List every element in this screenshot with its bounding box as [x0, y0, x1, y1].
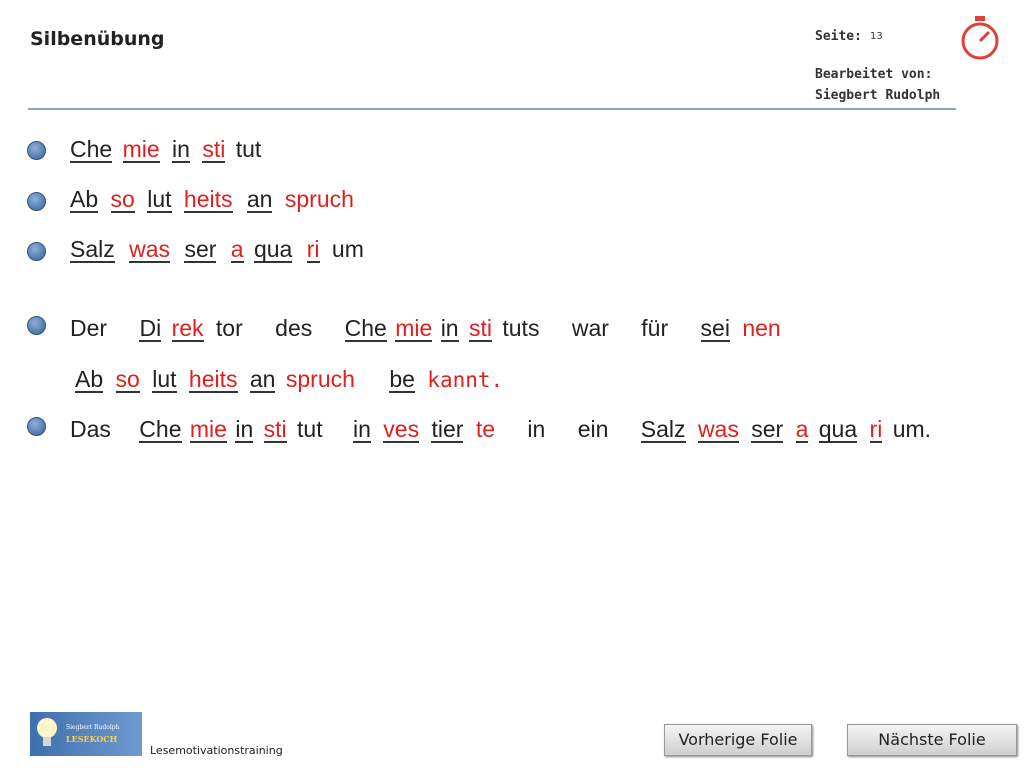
syllable: war — [571, 315, 609, 341]
syllable: Di — [139, 315, 162, 341]
syllable: sti — [263, 416, 287, 442]
syllable: Salz — [640, 416, 686, 442]
syllable: ein — [577, 416, 609, 442]
syllable: Che — [139, 416, 182, 442]
syllable: Che — [70, 136, 113, 162]
syllable: so — [115, 366, 140, 392]
syllable-line-2 — [70, 186, 354, 213]
page-title: Silbenübung — [30, 28, 165, 50]
syllable: lut — [152, 366, 177, 392]
syllable: in — [172, 136, 190, 162]
syllable: ser — [184, 236, 217, 262]
syllable: sti — [202, 136, 226, 162]
page-number: 13 — [870, 31, 883, 42]
syllable: tuts — [502, 315, 540, 341]
page-label: Seite: — [815, 29, 862, 44]
syllable: a — [795, 416, 809, 442]
syllable: Der — [70, 315, 108, 341]
syllable: spruch — [285, 366, 355, 392]
syllable: an — [246, 186, 273, 212]
header-divider — [28, 108, 956, 110]
syllable: spruch — [284, 186, 354, 212]
syllable: des — [275, 315, 313, 341]
syllable: lut — [147, 186, 172, 212]
syllable: in — [527, 416, 546, 442]
syllable: was — [697, 416, 739, 442]
syllable: rek — [171, 315, 204, 341]
syllable-line-3 — [70, 236, 364, 263]
next-slide-button[interactable]: Nächste Folie — [847, 724, 1017, 756]
syllable: be — [389, 366, 415, 392]
bullet-5-icon — [27, 417, 46, 436]
logo-brand: LESEKOCH — [66, 734, 118, 744]
syllable: mie — [122, 136, 160, 162]
author-name: Siegbert Rudolph — [815, 88, 941, 103]
syllable: in — [353, 416, 371, 442]
syllable: Salz — [70, 236, 115, 262]
syllable-line-5 — [75, 366, 503, 393]
syllable: ser — [751, 416, 784, 442]
syllable-line-4 — [70, 315, 781, 342]
syllable: heits — [183, 186, 233, 212]
syllable-line-1 — [70, 136, 261, 163]
bullet-1-icon — [27, 141, 46, 160]
syllable: sei — [700, 315, 730, 341]
edited-by-label: Bearbeitet von: — [815, 67, 933, 82]
syllable: Ab — [70, 186, 99, 212]
syllable: so — [110, 186, 135, 212]
syllable: qua — [818, 416, 858, 442]
bullet-2-icon — [27, 192, 46, 211]
syllable: Ab — [75, 366, 104, 392]
lesekoch-logo — [30, 712, 142, 756]
bullet-4-icon — [27, 316, 46, 335]
syllable: ves — [383, 416, 420, 442]
previous-slide-button[interactable]: Vorherige Folie — [664, 724, 812, 756]
syllable: tier — [431, 416, 464, 442]
syllable: tut — [297, 416, 323, 442]
logo-author: Siegbert Rudolph — [66, 724, 120, 731]
syllable: in — [235, 416, 254, 442]
syllable-line-6 — [70, 416, 931, 443]
syllable: qua — [253, 236, 293, 262]
lightbulb-icon — [36, 716, 58, 750]
syllable: mie — [189, 416, 227, 442]
syllable: für — [641, 315, 669, 341]
syllable: heits — [188, 366, 238, 392]
syllable: a — [230, 236, 244, 262]
syllable: an — [249, 366, 276, 392]
syllable: Che — [344, 315, 387, 341]
bullet-3-icon — [27, 242, 46, 261]
syllable: mie — [395, 315, 433, 341]
syllable: was — [129, 236, 171, 262]
syllable: ri — [306, 236, 320, 262]
syllable: nen — [742, 315, 781, 341]
syllable: kannt. — [427, 368, 504, 392]
syllable: ri — [869, 416, 883, 442]
syllable: Das — [70, 416, 111, 442]
syllable: tut — [235, 136, 262, 162]
syllable: te — [475, 416, 496, 442]
syllable: um. — [892, 416, 932, 442]
syllable: sti — [468, 315, 492, 341]
syllable: in — [440, 315, 459, 341]
footer-label: Lesemotivationstraining — [150, 744, 283, 757]
syllable: tor — [215, 315, 243, 341]
syllable: um — [331, 236, 364, 262]
stopwatch-icon[interactable] — [958, 14, 1002, 62]
